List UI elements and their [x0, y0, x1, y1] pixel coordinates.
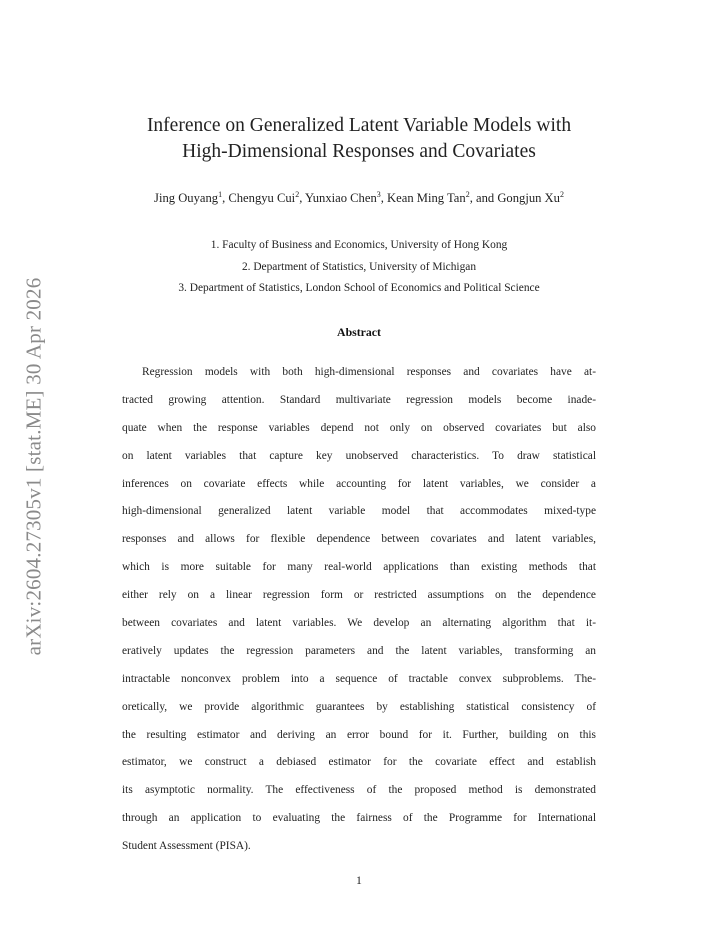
title-line: High-Dimensional Responses and Covariates: [182, 141, 536, 162]
abstract-line: tracted growing attention. Standard multivariate regression models become inade-: [122, 393, 596, 406]
abstract-line: responses and allows for flexible dependence between covariates and latent variables,: [122, 533, 596, 546]
abstract-line: through an application to evaluating the fairness of the Programme for International: [122, 812, 596, 825]
abstract-line: intractable nonconvex problem into a sequence of tractable convex subproblems. The-: [122, 672, 596, 685]
abstract-line: high-dimensional generalized latent variable model that accommodates mixed-type: [122, 505, 596, 518]
abstract-line: its asymptotic normality. The effectiveness of the proposed method is demonstrated: [122, 784, 596, 797]
page-number: 1: [356, 873, 362, 887]
abstract-line: between covariates and latent variables. We develop an alternating algorithm that it-: [122, 617, 596, 630]
affiliation-list: [60, 235, 658, 300]
abstract-line: oretically, we provide algorithmic guarantees by establishing statistical consistency of: [122, 700, 596, 713]
abstract-body: [122, 362, 596, 864]
abstract-line: Regression models with both high-dimensional responses and covariates have at-: [142, 366, 596, 378]
abstract-line: the resulting estimator and deriving an error bound for it. Further, building on this: [122, 728, 596, 741]
abstract-line: either rely on a linear regression form or restricted assumptions on the dependence: [122, 589, 596, 602]
author-name: Chengyu Cui: [228, 191, 296, 205]
arxiv-identifier: arXiv:2604.27305v1 [stat.ME] 30 Apr 2026: [21, 277, 46, 655]
author-affiliation-mark: 2: [559, 190, 564, 199]
author-affiliation-mark: 3: [376, 190, 381, 199]
author-separator: , and: [469, 191, 498, 205]
author-separator: ,: [299, 191, 306, 205]
author-affiliation-mark: 2: [465, 190, 470, 199]
abstract-line: on latent variables that capture key unobserved characteristics. To draw statistical: [122, 449, 596, 462]
author-list: [60, 191, 658, 206]
author-separator: ,: [380, 191, 388, 205]
author-affiliation-mark: 1: [218, 190, 223, 199]
affiliation: 3. Department of Statistics, London School of Economics and Political Science: [178, 282, 540, 294]
abstract-heading: Abstract: [337, 325, 381, 339]
title-line: Inference on Generalized Latent Variable Models with: [146, 115, 572, 136]
author-name: Yunxiao Chen: [305, 191, 377, 205]
author-name: Gongjun Xu: [497, 191, 560, 205]
author-name: Kean Ming Tan: [387, 191, 466, 205]
abstract-line: estimator, we construct a debiased estimator for the covariate effect and establish: [122, 756, 596, 769]
paper-title: [100, 113, 618, 165]
abstract-line: inferences on covariate effects while accounting for latent variables, we consider a: [122, 477, 596, 490]
author-affiliation-mark: 2: [295, 190, 300, 199]
arxiv-identifier-stamp: [14, 246, 54, 686]
author-name: Jing Ouyang: [154, 191, 219, 205]
affiliation: 1. Faculty of Business and Economics, University of Hong Kong: [210, 239, 508, 251]
abstract-line: quate when the response variables depend not only on observed covariates but also: [122, 421, 596, 434]
affiliation: 2. Department of Statistics, University of Michigan: [241, 260, 477, 273]
abstract-line: which is more suitable for many real-world applications than existing methods that: [122, 561, 596, 574]
author-separator: ,: [222, 191, 229, 205]
abstract-line: eratively updates the regression parameters and the latent variables, transforming an: [122, 644, 596, 657]
abstract-line: Student Assessment (PISA).: [122, 840, 251, 853]
